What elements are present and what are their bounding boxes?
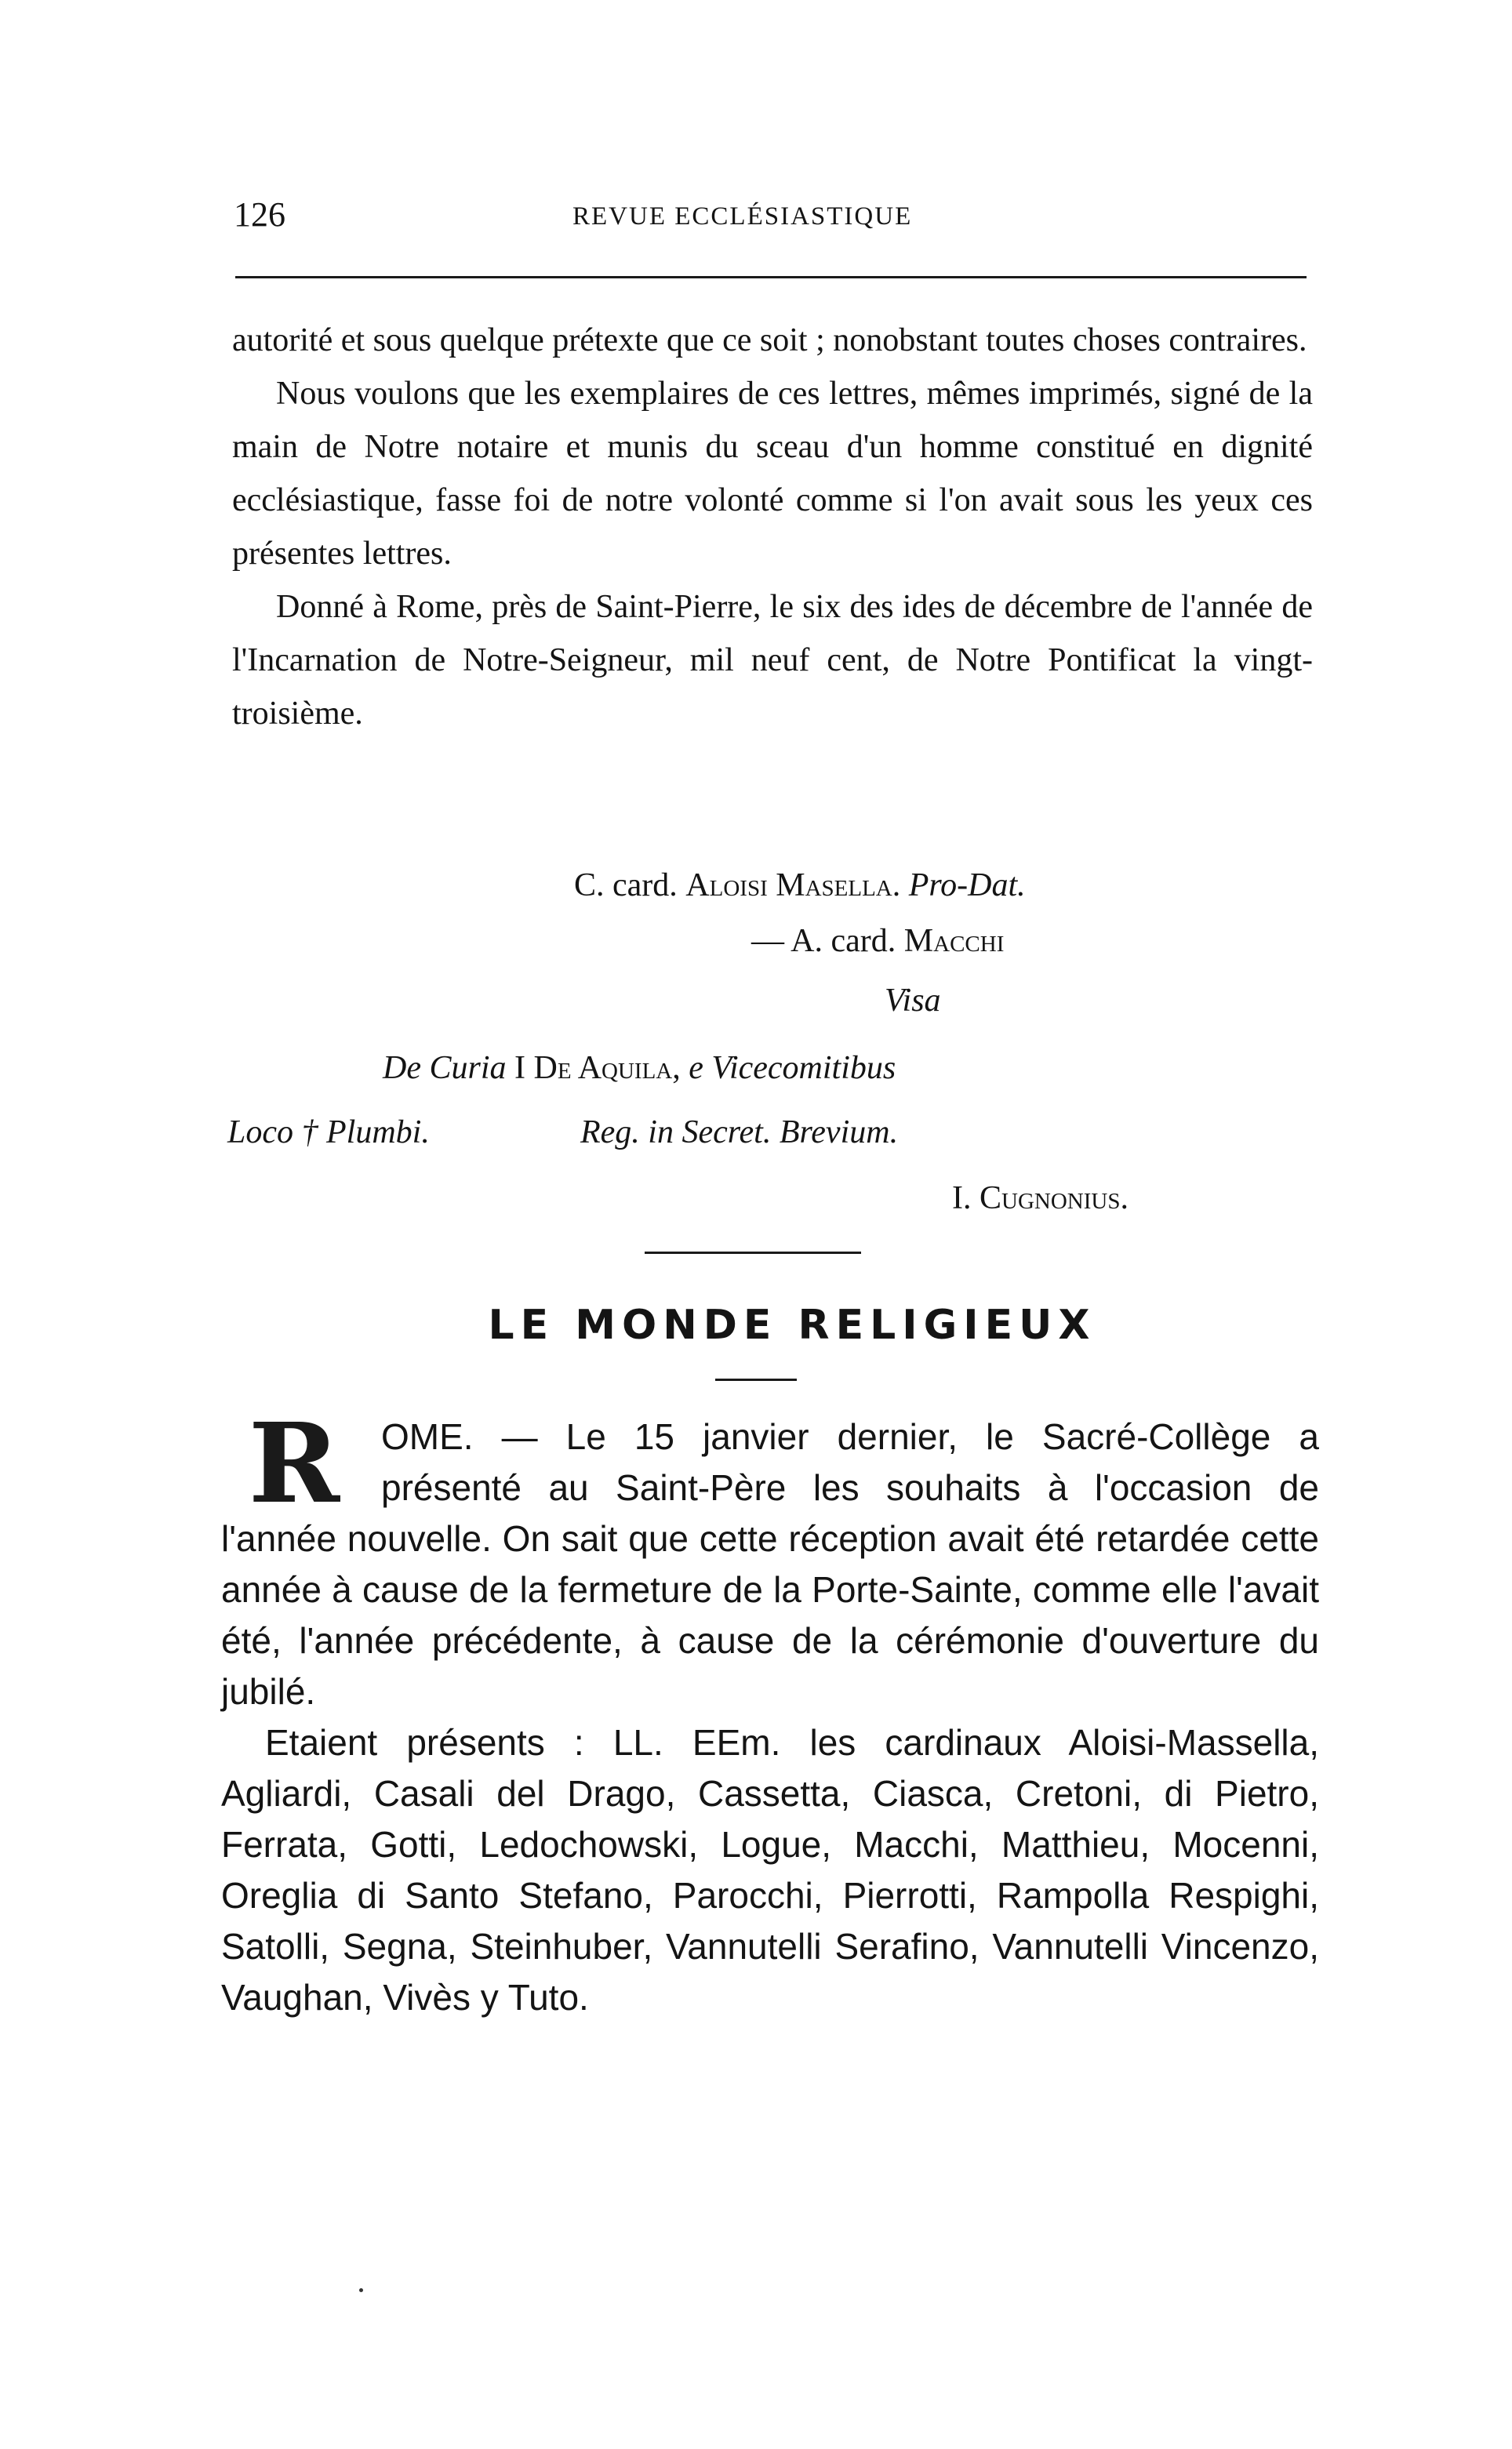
running-head: REVUE ECCLÉSIASTIQUE [572,202,913,231]
signature-pro-datary [574,867,1026,904]
page-header [227,194,1310,242]
signature-prefix: C. card. [574,867,678,903]
signature-cugnonius: I. Cugnonius. [952,1180,1129,1216]
visa-line: Visa [885,983,941,1019]
paragraph-continuation: autorité et sous quelque prétexte que ce soit ; nonobstant toutes choses contraires. [232,322,1307,358]
section-title: LE MONDE RELIGIEUX [488,1302,1096,1349]
registry-line: Reg. in Secret. Brevium. [580,1114,899,1150]
signature-conjunction: e [689,1050,703,1086]
dropcap-letter: R [248,1400,340,1528]
signature-name: I De Aquila, [514,1050,681,1086]
lower-text-block [221,1400,1319,2023]
signature-suffix: Vicecomitibus [711,1050,896,1086]
paragraph-copies: Nous voulons que les exemplaires de ces lettres, mêmes imprimés, signé de la main de Notre notaire et munis du sceau d'un homme constitué en dignité ecclésiastique, fasse foi de notre volonté comme si l'on avait sous les yeux ces présentes lettres. [232,376,1313,572]
signature-macchi [751,922,1004,960]
signature-title: Pro-Dat. [908,867,1026,903]
signature-de-curia [383,1049,896,1087]
signature-name: Aloisi Masella. [685,867,901,903]
separator-rule [645,1252,861,1254]
ink-speck [359,2288,363,2292]
paragraph-rome: OME. — Le 15 janvier dernier, le Sacré-Collège a présenté au Saint-Père les souhaits à l'occasion de l'année nouvelle. On sait que cette réception avait été retardée cette année à cause de la fermeture de la Porte-Sainte, comme elle l'avait été, l'année précédente, à cause de la cérémonie d'ouverture du jubilé. [221,1416,1319,1712]
signature-prefix: De Curia [383,1050,507,1086]
page-number: 126 [234,195,285,234]
signature-prefix: — A. card. [751,923,896,959]
header-rule [235,276,1307,278]
title-underline-rule [715,1379,797,1381]
signature-name: Macchi [903,923,1005,959]
upper-text-block [232,314,1313,740]
paragraph-given-at-rome: Donné à Rome, près de Saint-Pierre, le six des ides de décembre de l'année de l'Incarnation de Notre-Seigneur, mil neuf cent, de Notre Pontificat la vingt-troisième. [232,589,1313,732]
paragraph-cardinals-present: Etaient présents : LL. EEm. les cardinaux Aloisi-Massella, Agliardi, Casali del Drago, Cassetta, Ciasca, Cretoni, di Pietro, Ferrata, Gotti, Ledochowski, Logue, Macchi, Matthieu, Mocenni, Oreglia di Santo Stefano, Parocchi, Pierrotti, Rampolla Respighi, Satolli, Segna, Steinhuber, Vannutelli Serafino, Vannutelli Vincenzo, Vaughan, Vivès y Tuto. [221,1722,1319,2018]
dropcap-r [221,1400,370,1528]
loco-plumbi: Loco † Plumbi. [227,1114,430,1150]
